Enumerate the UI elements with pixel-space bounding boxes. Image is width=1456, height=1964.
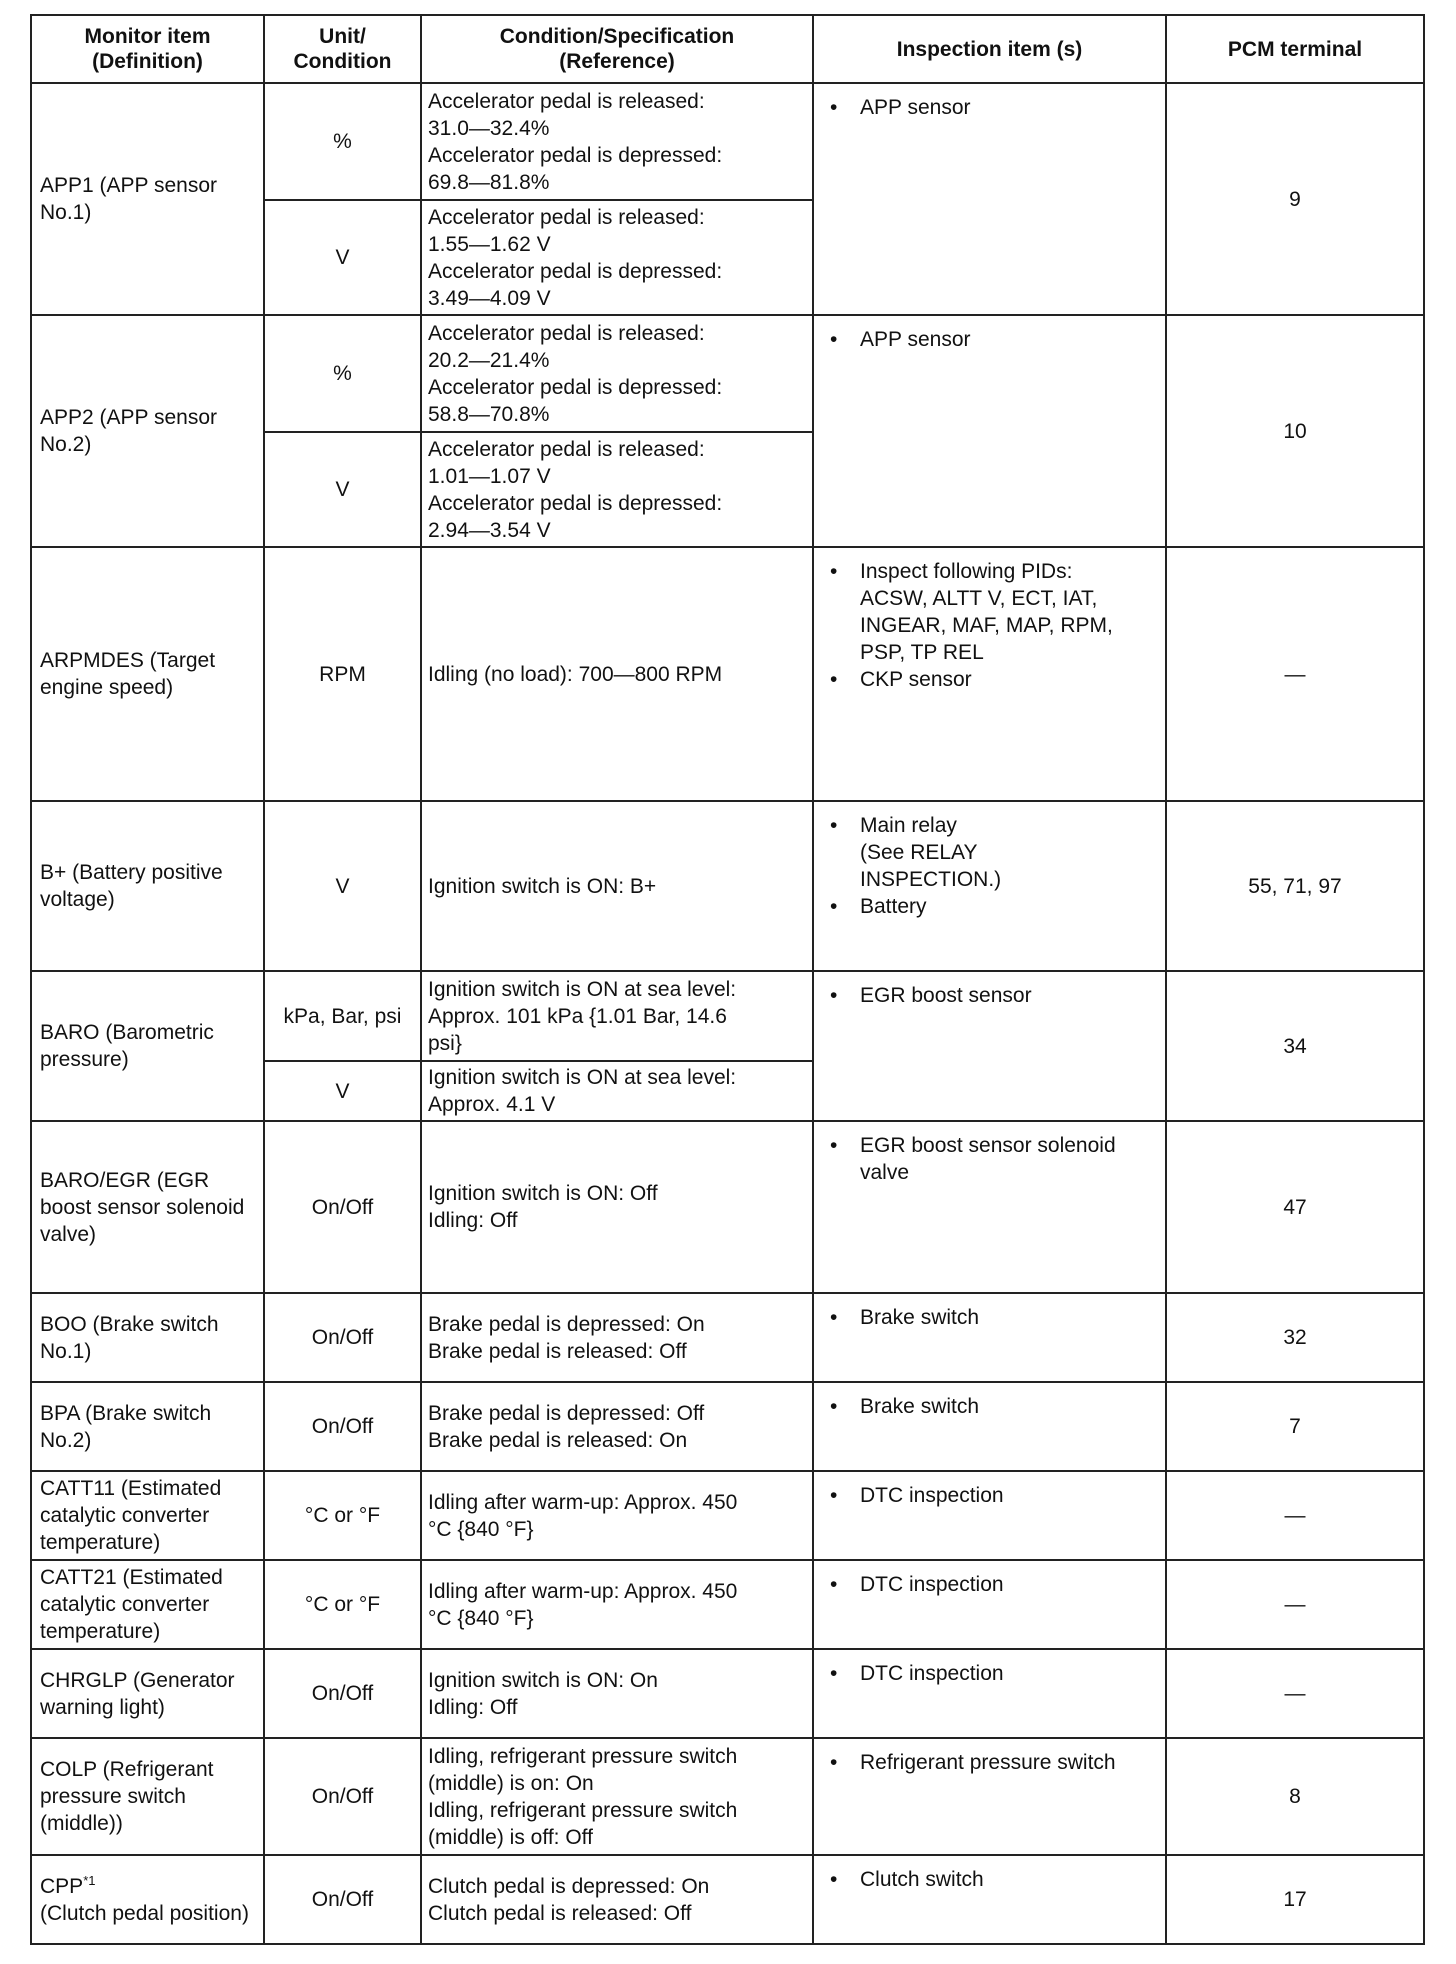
condition-cell: Accelerator pedal is released: 1.55—1.62 V Accelerator pedal is depressed: 3.49—4.09 V: [421, 200, 813, 315]
condition-cell: Ignition switch is ON at sea level: Approx. 101 kPa {1.01 Bar, 14.6 psi}: [421, 971, 813, 1061]
list-item: • Refrigerant pressure switch: [826, 1749, 1155, 1776]
unit-cell: °C or °F: [264, 1471, 421, 1560]
pid-monitor-table: [30, 14, 1425, 1945]
monitor-item-cell: CHRGLP (Generator warning light): [31, 1649, 264, 1738]
list-item: • Main relay (See RELAY INSPECTION.): [826, 812, 1155, 893]
list-item: • APP sensor: [826, 326, 1155, 353]
unit-cell: %: [264, 83, 421, 200]
terminal-cell: 17: [1166, 1855, 1424, 1944]
table-row: [31, 971, 1424, 1061]
condition-cell: Accelerator pedal is released: 20.2—21.4% Accelerator pedal is depressed: 58.8—70.8%: [421, 315, 813, 432]
list-item: • Battery: [826, 893, 1155, 920]
table-row: [31, 83, 1424, 200]
condition-cell: Brake pedal is depressed: Off Brake pedal is released: On: [421, 1382, 813, 1471]
unit-cell: On/Off: [264, 1382, 421, 1471]
table-row: [31, 1382, 1424, 1471]
footnote-marker: *1: [83, 1872, 96, 1888]
inspection-cell: [813, 1471, 1166, 1560]
condition-cell: Ignition switch is ON: B+: [421, 801, 813, 971]
monitor-item-cell: BARO/EGR (EGR boost sensor solenoid valve): [31, 1121, 264, 1293]
list-item: • Clutch switch: [826, 1866, 1155, 1893]
list-item: • CKP sensor: [826, 666, 1155, 693]
header-inspection: Inspection item (s): [813, 15, 1166, 83]
terminal-cell: —: [1166, 547, 1424, 801]
condition-cell: Accelerator pedal is released: 31.0—32.4% Accelerator pedal is depressed: 69.8—81.8%: [421, 83, 813, 200]
list-item: • APP sensor: [826, 94, 1155, 121]
condition-cell: Ignition switch is ON at sea level: Approx. 4.1 V: [421, 1061, 813, 1121]
inspection-cell: [813, 1649, 1166, 1738]
table-row: [31, 1560, 1424, 1649]
list-item: • DTC inspection: [826, 1482, 1155, 1509]
inspection-cell: [813, 1121, 1166, 1293]
condition-cell: Ignition switch is ON: On Idling: Off: [421, 1649, 813, 1738]
terminal-cell: 7: [1166, 1382, 1424, 1471]
monitor-item-cell: B+ (Battery positive voltage): [31, 801, 264, 971]
unit-cell: RPM: [264, 547, 421, 801]
table-row: [31, 1471, 1424, 1560]
table-row: [31, 1738, 1424, 1855]
condition-cell: Idling (no load): 700—800 RPM: [421, 547, 813, 801]
inspection-cell: [813, 1560, 1166, 1649]
header-terminal: PCM terminal: [1166, 15, 1424, 83]
condition-cell: Idling after warm-up: Approx. 450 °C {840 °F}: [421, 1560, 813, 1649]
monitor-item-cell: [31, 1855, 264, 1944]
terminal-cell: —: [1166, 1471, 1424, 1560]
table-header-row: [31, 15, 1424, 83]
terminal-cell: 9: [1166, 83, 1424, 315]
unit-cell: V: [264, 432, 421, 547]
unit-cell: kPa, Bar, psi: [264, 971, 421, 1061]
table-row: [31, 1293, 1424, 1382]
condition-cell: Idling, refrigerant pressure switch (middle) is on: On Idling, refrigerant pressure switch (middle) is off: Off: [421, 1738, 813, 1855]
table-row: [31, 1121, 1424, 1293]
unit-cell: On/Off: [264, 1855, 421, 1944]
terminal-cell: —: [1166, 1560, 1424, 1649]
unit-cell: On/Off: [264, 1649, 421, 1738]
monitor-item-cell: BARO (Barometric pressure): [31, 971, 264, 1121]
header-unit: Unit/ Condition: [264, 15, 421, 83]
unit-cell: V: [264, 1061, 421, 1121]
table-row: [31, 801, 1424, 971]
terminal-cell: 55, 71, 97: [1166, 801, 1424, 971]
condition-cell: Brake pedal is depressed: On Brake pedal is released: Off: [421, 1293, 813, 1382]
monitor-item-cell: COLP (Refrigerant pressure switch (middle)): [31, 1738, 264, 1855]
unit-cell: V: [264, 200, 421, 315]
list-item: • Brake switch: [826, 1304, 1155, 1331]
terminal-cell: 32: [1166, 1293, 1424, 1382]
list-item: • EGR boost sensor: [826, 982, 1155, 1009]
inspection-cell: [813, 83, 1166, 315]
table-row: [31, 315, 1424, 432]
terminal-cell: 10: [1166, 315, 1424, 547]
inspection-cell: [813, 971, 1166, 1121]
table-row: [31, 1855, 1424, 1944]
inspection-cell: [813, 315, 1166, 547]
terminal-cell: 8: [1166, 1738, 1424, 1855]
unit-cell: %: [264, 315, 421, 432]
monitor-item-cell: ARPMDES (Target engine speed): [31, 547, 264, 801]
unit-cell: °C or °F: [264, 1560, 421, 1649]
unit-cell: On/Off: [264, 1121, 421, 1293]
unit-cell: V: [264, 801, 421, 971]
monitor-item-cell: APP1 (APP sensor No.1): [31, 83, 264, 315]
header-condition: Condition/Specification (Reference): [421, 15, 813, 83]
terminal-cell: 34: [1166, 971, 1424, 1121]
condition-cell: Ignition switch is ON: Off Idling: Off: [421, 1121, 813, 1293]
monitor-item-code: CPP: [40, 1874, 84, 1898]
monitor-item-definition: (Clutch pedal position): [40, 1901, 249, 1925]
inspection-cell: [813, 1738, 1166, 1855]
list-item: • Brake switch: [826, 1393, 1155, 1420]
monitor-item-cell: APP2 (APP sensor No.2): [31, 315, 264, 547]
list-item: • EGR boost sensor solenoid valve: [826, 1132, 1155, 1186]
monitor-item-cell: CATT11 (Estimated catalytic converter temperature): [31, 1471, 264, 1560]
condition-cell: Clutch pedal is depressed: On Clutch pedal is released: Off: [421, 1855, 813, 1944]
terminal-cell: 47: [1166, 1121, 1424, 1293]
condition-cell: Idling after warm-up: Approx. 450 °C {840 °F}: [421, 1471, 813, 1560]
list-item: • Inspect following PIDs: ACSW, ALTT V, ECT, IAT, INGEAR, MAF, MAP, RPM, PSP, TP REL: [826, 558, 1155, 666]
unit-cell: On/Off: [264, 1293, 421, 1382]
table-row: [31, 547, 1424, 801]
inspection-cell: [813, 1382, 1166, 1471]
terminal-cell: —: [1166, 1649, 1424, 1738]
inspection-cell: [813, 801, 1166, 971]
table-row: [31, 1649, 1424, 1738]
monitor-item-cell: CATT21 (Estimated catalytic converter temperature): [31, 1560, 264, 1649]
monitor-item-cell: BPA (Brake switch No.2): [31, 1382, 264, 1471]
header-monitor-item: Monitor item (Definition): [31, 15, 264, 83]
inspection-cell: [813, 1855, 1166, 1944]
list-item: • DTC inspection: [826, 1571, 1155, 1598]
inspection-cell: [813, 547, 1166, 801]
monitor-item-cell: BOO (Brake switch No.1): [31, 1293, 264, 1382]
unit-cell: On/Off: [264, 1738, 421, 1855]
inspection-cell: [813, 1293, 1166, 1382]
condition-cell: Accelerator pedal is released: 1.01—1.07 V Accelerator pedal is depressed: 2.94—3.54 V: [421, 432, 813, 547]
list-item: • DTC inspection: [826, 1660, 1155, 1687]
